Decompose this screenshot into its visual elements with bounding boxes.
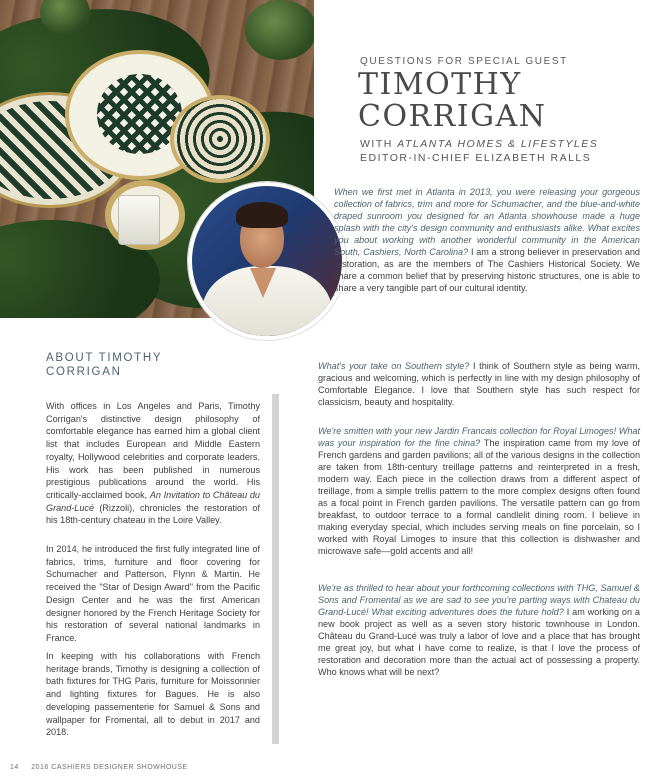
publication-name: ATLANTA HOMES & LIFESTYLES — [397, 138, 599, 150]
interview-block-3 — [318, 425, 640, 557]
about-p1-end: (Rizzoli), chronicles the restoration of his 18th-century chateau in the Loire Valley. — [46, 502, 260, 526]
about-paragraph-2: In 2014, he introduced the first fully integrated line of fabrics, trims, furniture and floor covering for Schumacher and Patterson, Flynn & Martin. He received the "Star of Design Award" from the Pacific Design Center and he was the first American designer honored by the French Heritage Society for his restoration of several national landmarks in France. — [46, 544, 260, 644]
subtitle-prefix: WITH — [360, 138, 398, 150]
portrait-photo — [188, 182, 346, 340]
about-p1-start: With offices in Los Angeles and Paris, Timothy Corrigan's distinctive design philosophy of comfortable elegance has earned him a global client list that includes European and Middle Eastern royalty, Hollywood celebrities and corporate leaders. His work has been published in numerous prestigious publications around the world. His critically-acclaimed book, — [46, 401, 260, 501]
page-title-first: TIMOTHY — [358, 67, 522, 102]
interview-answer: I think of Southern style as being warm, gracious and welcoming, which is perfectly in line with my design philosophy of Comfortable Elegance. I love that Southern style has such respect for classicism, beauty and hospitality. — [318, 361, 640, 407]
interview-answer: I am a strong believer in preservation and restoration, as are the members of The Cashiers Historical Society. We share a common belief that by preserving historic structures, one is able to share a very tangible part of our cultural identity. — [334, 247, 640, 293]
tumbler-glass — [118, 195, 160, 245]
publication-footer: 2016 CASHIERS DESIGNER SHOWHOUSE — [31, 764, 188, 771]
about-paragraph-1 — [46, 400, 260, 527]
interview-question: When we first met in Atlanta in 2013, you were releasing your gorgeous collection of fabrics, trim and more for Schumacher, and the blue-and-white draped sunroom you designed for an Atlanta showhouse made a huge splash with the city's design community and enthusiasts alike. What excites you about working with another wonderful community in the American South, Cashiers, North Carolina? — [334, 187, 640, 257]
page-title-last: CORRIGAN — [358, 99, 547, 134]
book-title: An Invitation to Château du Grand-Lucé — [46, 490, 260, 513]
about-heading-line1: ABOUT TIMOTHY — [46, 352, 163, 364]
section-kicker: QUESTIONS FOR SPECIAL GUEST — [360, 56, 568, 67]
sidebar-divider — [272, 394, 279, 744]
interview-answer: I am working on a new book project as well as a seven story historic townhouse in London. Château du Grand-Lucé was truly a labor of love and a place that has brought me great joy, but what I have come to realize, is that I love the process of restoration and decoration more than the actual act of possessing a property. Who knows what will be next? — [318, 607, 640, 677]
about-paragraph-3: In keeping with his collaborations with French heritage brands, Timothy is designing a collection of bath fixtures for THG Paris, furniture for Moissonnier and lighting fixtures for Bagues. He is also developing passementerie for Samuel & Sons and wallpaper for Fromental, all to debut in 2017 and 2018. — [46, 651, 260, 738]
interview-answer: The inspiration came from my love of French gardens and garden pavilions; all of the various designs in the collection are taken from 18th-century treillage patterns and reinterpreted in a fresh, modern way. Each piece in the collection draws from a different aspect of treillage, from a simple trellis pattern to the more complex designs often found as a focal point in French garden pavilions. The versatile pattern can go from breakfast, to outdoor terrace to a formal candlelit dining room. I believe in making everyday special, which includes serving meals on fine porcelain, so I worked with Royal Limoges to insure that this collection is dishwasher and microwave safe—gold accents and all! — [318, 438, 640, 556]
interview-block-4 — [318, 582, 640, 678]
topiary-plant — [245, 0, 314, 60]
interview-block-1 — [334, 186, 640, 294]
interview-question: We're smitten with your new Jardin Francais collection for Royal Limoges! What was your inspiration for the fine china? — [318, 426, 640, 448]
portrait-hair — [236, 202, 288, 228]
about-heading-line2: CORRIGAN — [46, 365, 122, 378]
interview-question: What's your take on Southern style? — [318, 361, 473, 371]
salad-plate — [170, 95, 270, 183]
interview-block-2 — [318, 360, 640, 408]
about-heading — [46, 352, 162, 380]
subtitle-line2: EDITOR-IN-CHIEF ELIZABETH RALLS — [360, 152, 592, 164]
subtitle-line1 — [360, 138, 598, 150]
page-footer — [10, 764, 198, 771]
interview-question: We're as thrilled to hear about your forthcoming collections with THG, Samuel & Sons and Fromental as we are sad to see you're parting ways with Chateau du Grand-Lucé! What exciting adventures does the future hold? — [318, 583, 640, 617]
page-number: 14 — [10, 764, 19, 771]
